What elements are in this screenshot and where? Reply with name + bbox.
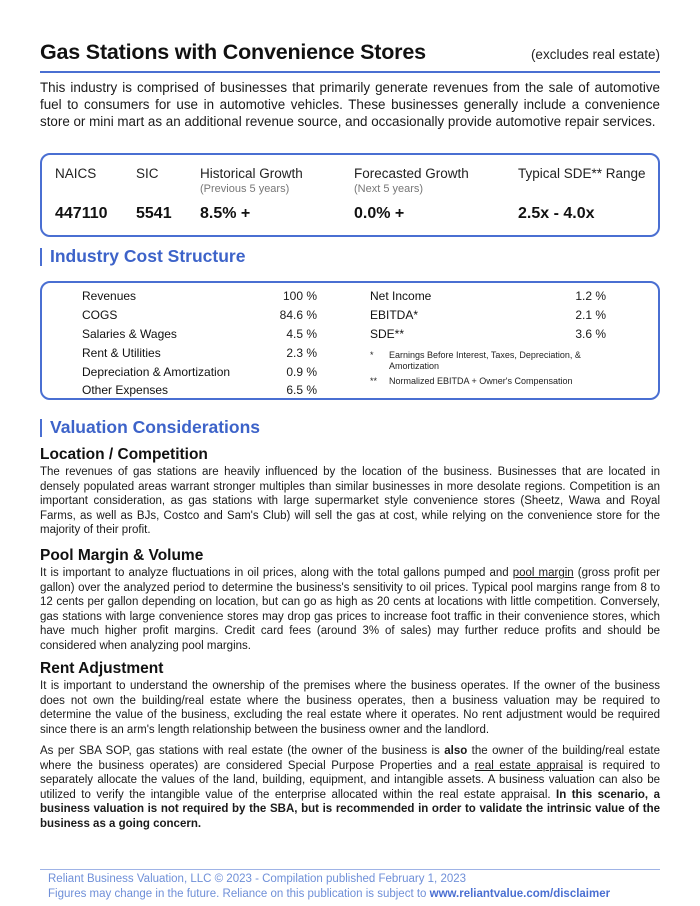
real-estate-appraisal-link[interactable]: real estate appraisal xyxy=(474,759,584,772)
sde-range-metric xyxy=(518,166,646,222)
footer-disclaimer-text: Figures may change in the future. Reliance on this publication is subject to xyxy=(48,888,430,900)
forecasted-growth-metric xyxy=(354,166,469,222)
page-subtitle: (excludes real estate) xyxy=(530,47,660,62)
sde-range-value: 2.5x - 4.0x xyxy=(518,205,595,222)
cost-label: Salaries & Wages xyxy=(82,327,177,341)
rent-adjustment-heading: Rent Adjustment xyxy=(40,660,164,677)
pool-margin-link[interactable]: pool margin xyxy=(512,567,574,579)
section-accent-bar xyxy=(40,419,42,437)
naics-metric xyxy=(55,166,108,222)
footer-copyright: Reliant Business Valuation, LLC © 2023 - Compilation published February 1, 2023 xyxy=(48,873,467,885)
disclaimer-link[interactable]: www.reliantvalue.com/disclaimer xyxy=(429,888,611,900)
cost-value: 4.5 % xyxy=(286,327,317,341)
sde-range-label: Typical SDE** Range xyxy=(518,166,646,181)
rent-text-bold-end: In this scenario, a business valuation is not required by the SBA, but is recommended in order to validate the intrinsic value of the business as a going concern. xyxy=(40,788,660,830)
cost-value: 84.6 % xyxy=(279,308,317,322)
rent-text-bold: also xyxy=(444,745,468,757)
footnote-mark: * xyxy=(370,350,374,360)
cost-label: Net Income xyxy=(370,289,432,303)
cost-value: 100 % xyxy=(282,289,317,303)
sic-label: SIC xyxy=(136,166,159,181)
cost-structure-box xyxy=(40,281,660,400)
sic-metric xyxy=(136,166,172,222)
forecasted-growth-period: (Next 5 years) xyxy=(354,183,424,195)
historical-growth-label: Historical Growth xyxy=(200,166,303,181)
forecasted-growth-value: 0.0% + xyxy=(354,205,405,222)
location-paragraph: The revenues of gas stations are heavily influenced by the location of the business. Businesses that are located in densely populated areas warrant stronger multiples than similar businesses in more desolate regions. Competition is an important consideration, as gas stations with large supermarket style convenience stores (Sheetz, Wawa and Royal Farms, as well as BJs, Costco and Sam's Club) will sell the gas at cost, while relying on the convenience store for the majority of their profit. xyxy=(40,466,660,537)
cost-value: 2.3 % xyxy=(286,346,317,360)
cost-label: Rent & Utilities xyxy=(82,346,161,360)
naics-value: 447110 xyxy=(55,205,108,222)
footer-disclaimer xyxy=(48,888,610,900)
cost-label: EBITDA* xyxy=(370,308,419,322)
rent-text-b: the owner of the building/real estate where the business operates) are considered Special Purpose Properties and a xyxy=(40,745,660,772)
page-title: Gas Stations with Convenience Stores xyxy=(40,40,426,64)
cost-value: 2.1 % xyxy=(575,308,606,322)
footnote-text: Normalized EBITDA + Owner's Compensation xyxy=(389,376,573,386)
historical-growth-period: (Previous 5 years) xyxy=(200,183,290,195)
forecasted-growth-label: Forecasted Growth xyxy=(354,166,469,181)
footer-divider xyxy=(40,869,660,870)
cost-value: 0.9 % xyxy=(286,365,317,379)
cost-label: SDE** xyxy=(370,327,405,341)
cost-structure-heading xyxy=(40,246,245,267)
footnote-text: Earnings Before Interest, Taxes, Depreciation, & Amortization xyxy=(389,350,581,371)
title-divider xyxy=(40,71,660,73)
cost-label: COGS xyxy=(82,308,118,322)
sic-value: 5541 xyxy=(136,205,172,222)
rent-paragraph-2 xyxy=(40,744,660,832)
pool-margin-heading: Pool Margin & Volume xyxy=(40,547,204,564)
cost-value: 3.6 % xyxy=(575,327,606,341)
cost-value: 1.2 % xyxy=(575,289,606,303)
location-heading: Location / Competition xyxy=(40,446,208,463)
pool-margin-paragraph xyxy=(40,566,660,654)
valuation-title: Valuation Considerations xyxy=(50,417,261,437)
historical-growth-value: 8.5% + xyxy=(200,205,251,222)
pool-text-a: It is important to analyze fluctuations in oil prices, along with the total gallons pumped and xyxy=(40,567,513,579)
cost-label: Revenues xyxy=(82,289,137,303)
industry-description: This industry is comprised of businesses that primarily generate revenues from the sale of automotive fuel to consumers for use in automotive vehicles. These businesses generally include a convenience store or mini mart as an additional revenue source, and occasionally provide automotive repair services. xyxy=(40,80,660,130)
cost-structure-title: Industry Cost Structure xyxy=(50,246,246,266)
footnote-mark: ** xyxy=(370,376,378,386)
valuation-heading xyxy=(40,417,260,438)
cost-label: Depreciation & Amortization xyxy=(82,365,231,379)
section-accent-bar xyxy=(40,248,42,266)
industry-metrics-box xyxy=(40,153,660,237)
cost-label: Other Expenses xyxy=(82,383,169,397)
rent-paragraph-1: It is important to understand the ownership of the premises where the business operates. If the owner of the business does not own the building/real estate where the business operates, then a business valuation may be required to determine the value of the business, excluding the real estate where it operates. No rent adjustment would be required since there is an arm's length relationship between the business owner and the landlord. xyxy=(40,680,660,736)
naics-label: NAICS xyxy=(55,166,97,181)
title-row xyxy=(40,40,660,65)
pool-text-b: (gross profit per gallon) over the analyzed period to determine the business's sensitivity to oil prices. Typical pool margins range from 8 to 12 cents per gallon depending on location, but can go as high as 20 cents at locations with little competition. Conversely, gas stations with large convenience stores may drop gas prices to increase foot traffic in their convenience stores, which have much higher profit margins. Credit card fees (around 3% of sales) may further reduce profits and should be considered when analyzing pool margins. xyxy=(40,567,660,652)
rent-text-a: As per SBA SOP, gas stations with real estate (the owner of the business is xyxy=(40,745,445,757)
historical-growth-metric xyxy=(200,166,303,222)
cost-value: 6.5 % xyxy=(286,383,317,397)
rent-text-c: is required to separately allocate the values of the land, building, equipment, and intangible assets. A business valuation can also be utilized to verify the intangible value of the enterprise allocated within the real estate appraisal. xyxy=(40,759,660,801)
